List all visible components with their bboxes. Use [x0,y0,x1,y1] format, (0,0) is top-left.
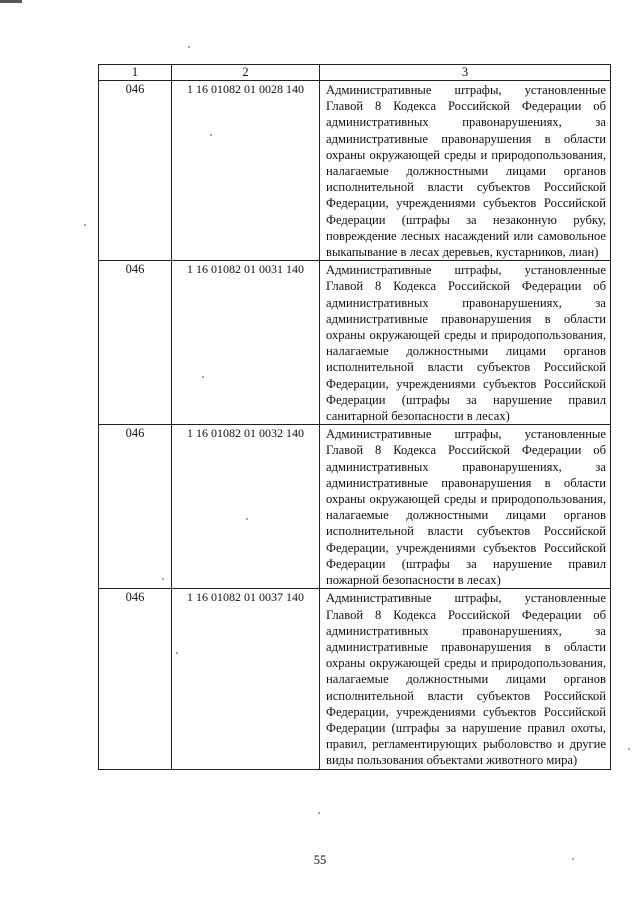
kbk-code-cell: 1 16 01082 01 0032 140 [172,425,320,589]
page-number: 55 [313,853,327,867]
scan-speck [162,578,164,580]
header-col-2: 2 [172,65,320,81]
scan-speck [628,748,630,750]
header-col-1: 1 [99,65,172,81]
description-text: Административные штрафы, установленные Главой 8 Кодекса Российской Федерации об административных правонарушениях, за административные правонарушения в области охраны окружающей среды и природопользования, налагаемые должностными лицами органов исполнительной власти субъектов Российской Федерации, учреждениями субъектов Российской Федерации (штрафы за нарушение правил охоты, правил, регламентирующих рыболовство и другие виды пользования объектами животного мира) [326,591,606,768]
scan-speck [202,376,204,378]
scan-speck [84,224,86,226]
description-text: Административные штрафы, установленные Главой 8 Кодекса Российской Федерации об административных правонарушениях, за административные правонарушения в области охраны окружающей среды и природопользования, налагаемые должностными лицами органов исполнительной власти субъектов Российской Федерации, учреждениями субъектов Российской Федерации (штрафы за нарушение правил санитарной безопасности в лесах) [326,263,606,424]
admin-code-cell: 046 [99,425,172,589]
kbk-code-cell: 1 16 01082 01 0031 140 [172,261,320,425]
admin-code-cell: 046 [99,81,172,261]
table-row [99,425,611,589]
scan-edge-mark [0,0,22,3]
header-col-3: 3 [320,65,611,81]
table-row [99,589,611,769]
description-cell [320,589,611,769]
table-row [99,81,611,261]
scan-speck [318,812,320,814]
budget-codes-table [98,64,611,770]
scan-speck [572,858,574,860]
table-row [99,261,611,425]
kbk-code-cell: 1 16 01082 01 0028 140 [172,81,320,261]
table-header-row [99,65,611,81]
admin-code-cell: 046 [99,589,172,769]
description-cell [320,425,611,589]
description-text: Административные штрафы, установленные Главой 8 Кодекса Российской Федерации об административных правонарушениях, за административные правонарушения в области охраны окружающей среды и природопользования, налагаемые должностными лицами органов исполнительной власти субъектов Российской Федерации, учреждениями субъектов Российской Федерации (штрафы за нарушение правил пожарной безопасности в лесах) [326,427,606,588]
description-cell [320,81,611,261]
description-text: Административные штрафы, установленные Главой 8 Кодекса Российской Федерации об административных правонарушениях, за административные правонарушения в области охраны окружающей среды и природопользования, налагаемые должностными лицами органов исполнительной власти субъектов Российской Федерации, учреждениями субъектов Российской Федерации (штрафы за незаконную рубку, повреждение лесных насаждений или самовольное выкапывание в лесах деревьев, кустарников, лиан) [326,83,606,260]
scan-speck [210,134,212,136]
scan-speck [246,518,248,520]
scan-speck [188,46,190,48]
admin-code-cell: 046 [99,261,172,425]
description-cell [320,261,611,425]
scan-speck [176,652,178,654]
kbk-code-cell: 1 16 01082 01 0037 140 [172,589,320,769]
